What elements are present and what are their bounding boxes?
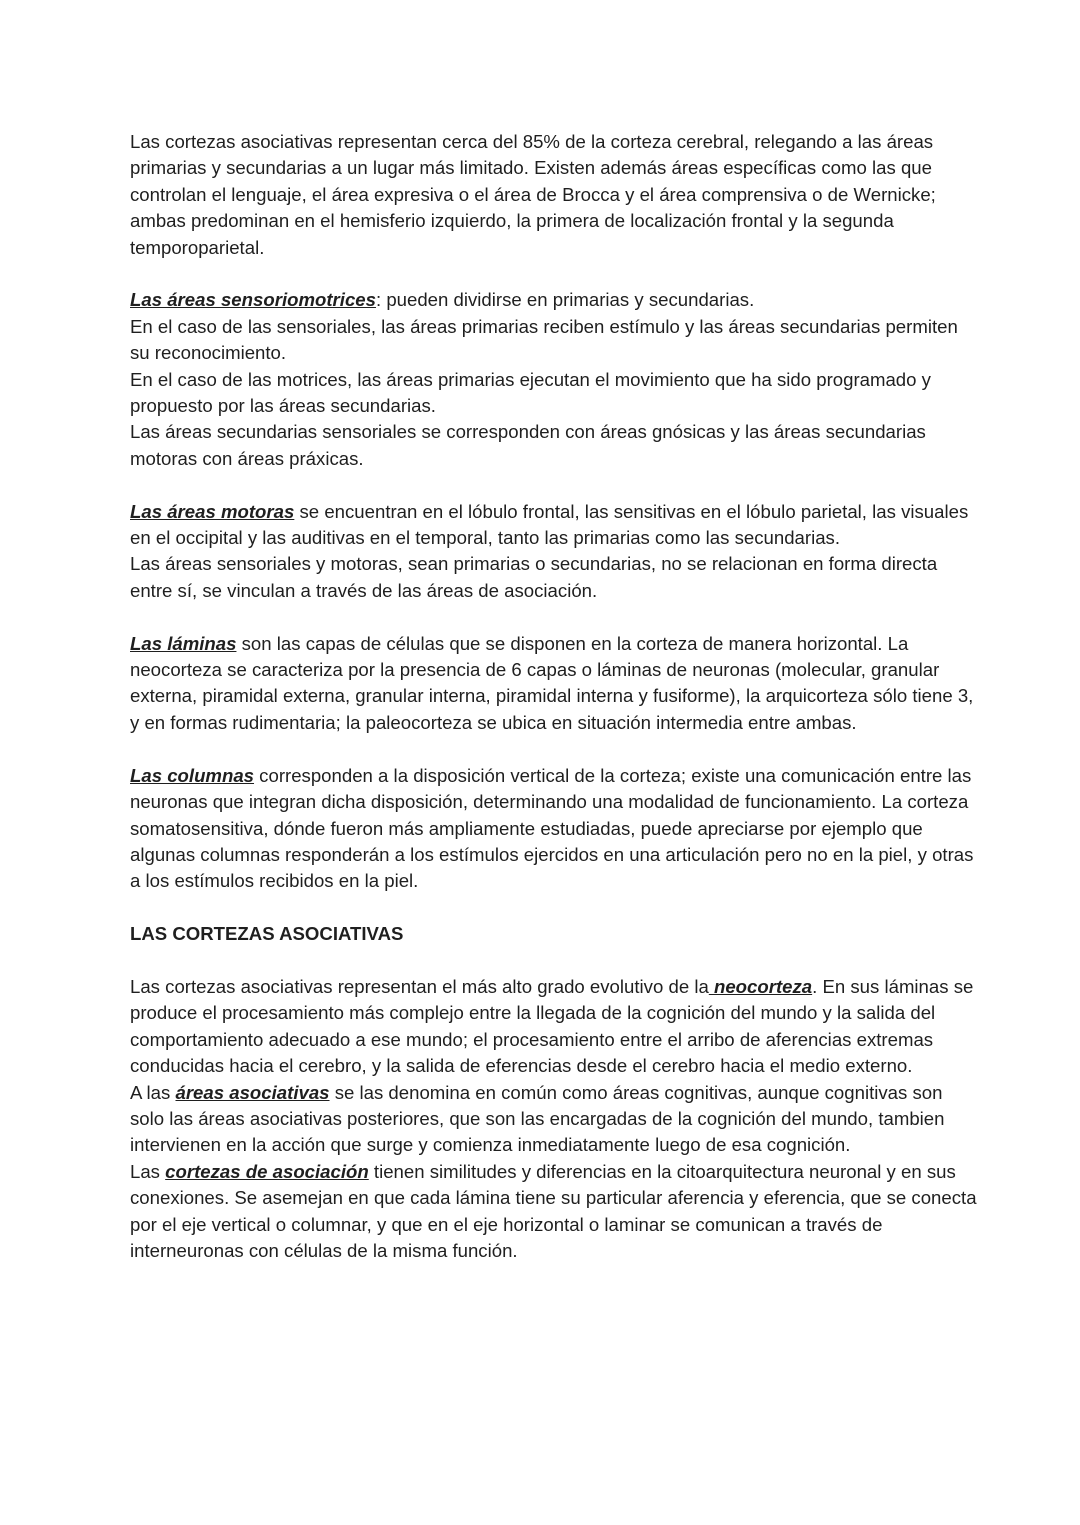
paragraph-columnas <box>130 763 980 895</box>
paragraph-columnas-text: corresponden a la disposición vertical de la corteza; existe una comunicación entre las neuronas que integran dicha disposición, determinando una modalidad de funcionamiento. La corteza somatosensitiva, dónde fueron más ampliamente estudiadas, puede apreciarse por ejemplo que algunas columnas responderán a los estímulos ejercidos en una articulación pero no en la piel, y otras a los estímulos recibidos en la piel. <box>130 764 974 892</box>
paragraph-sensoriomotrices-line1 <box>130 287 980 313</box>
term-columnas: Las columnas <box>130 764 255 786</box>
paragraph-sensoriomotrices <box>130 287 980 472</box>
paragraph-intro-text: Las cortezas asociativas representan cerca del 85% de la corteza cerebral, relegando a las áreas primarias y secundarias a un lugar más limitado. Existen además áreas específicas como las que controlan el lenguaje, el área expresiva o el área de Brocca y el área comprensiva o de Wernicke; ambas predominan en el hemisferio izquierdo, la primera de localización frontal y la segunda temporoparietal. <box>130 131 936 258</box>
paragraph-cortezas-asociativas-text: . En sus láminas se produce el procesamiento más complejo entre la llegada de la cognición del mundo y la salida del comportamiento adecuado a ese mundo; el procesamiento entre el arribo de aferencias extremas conducidas hacia el cerebro, y la salida de eferencias desde el cerebro hacia el medio externo. <box>130 975 974 1077</box>
paragraph-cortezas-asociativas-lead: Las cortezas asociativas representan el más alto grado evolutivo de la <box>130 975 709 997</box>
paragraph-cortezas-asociativas <box>130 974 980 1264</box>
section-heading: LAS CORTEZAS ASOCIATIVAS <box>130 923 404 945</box>
paragraph-secundarias-line: Las áreas secundarias sensoriales se corresponden con áreas gnósicas y las áreas secundarias motoras con áreas práxicas. <box>130 421 926 469</box>
paragraph-areas-motoras-line1 <box>130 499 980 552</box>
paragraph-cortezas-asociativas-line1 <box>130 974 980 1080</box>
paragraph-areas-motoras-line2: Las áreas sensoriales y motoras, sean primarias o secundarias, no se relacionan en forma directa entre sí, se vinculan a través de las áreas de asociación. <box>130 553 938 601</box>
paragraph-areas-motoras <box>130 499 980 605</box>
paragraph-cortezas-asociacion-text: tienen similitudes y diferencias en la citoarquitectura neuronal y en sus conexiones. Se asemejan en que cada lámina tiene su particular aferencia y eferencia, que se conecta por el eje vertical o columnar, y que en el eje horizontal o laminar se comunican a través de interneuronas con células de la misma función. <box>130 1160 977 1261</box>
term-neocorteza: neocorteza <box>708 975 813 997</box>
term-cortezas-de-asociacion: cortezas de asociación <box>165 1160 369 1182</box>
paragraph-sensoriomotrices-text: : pueden dividirse en primarias y secundarias. <box>375 289 755 311</box>
term-laminas: Las láminas <box>130 632 237 654</box>
paragraph-areas-asociativas-lead: A las <box>130 1081 176 1103</box>
paragraph-laminas-text: son las capas de células que se disponen en la corteza de manera horizontal. La neocorteza se caracteriza por la presencia de 6 capas o láminas de neuronas (molecular, granular externa, piramidal externa, granular interna, piramidal interna y fusiforme), la arquicorteza sólo tiene 3, y en formas rudimentaria; la paleocorteza se ubica en situación intermedia entre ambas. <box>130 632 974 733</box>
paragraph-intro <box>130 129 980 261</box>
paragraph-cortezas-asociacion-line <box>130 1159 980 1265</box>
paragraph-motrices-line: En el caso de las motrices, las áreas primarias ejecutan el movimiento que ha sido programado y propuesto por las áreas secundarias. <box>130 368 931 417</box>
paragraph-sensoriales-line: En el caso de las sensoriales, las áreas primarias reciben estímulo y las áreas secundarias permiten su reconocimiento. <box>130 315 958 364</box>
term-areas-asociativas: áreas asociativas <box>175 1081 330 1103</box>
paragraph-laminas <box>130 631 980 737</box>
term-areas-motoras: Las áreas motoras <box>130 500 295 522</box>
paragraph-areas-asociativas-line <box>130 1080 980 1159</box>
paragraph-areas-motoras-text: se encuentran en el lóbulo frontal, las sensitivas en el lóbulo parietal, las visuales en el occipital y las auditivas en el temporal, tanto las primarias como las secundarias. <box>130 500 969 549</box>
term-areas-sensoriomotrices: Las áreas sensoriomotrices <box>130 289 376 311</box>
paragraph-cortezas-asociacion-lead: Las <box>130 1160 166 1182</box>
paragraph-areas-asociativas-text: se las denomina en común como áreas cognitivas, aunque cognitivas son solo las áreas asociativas posteriores, que son las encargadas de la cognición del mundo, tambien intervienen en la acción que surge y comienza inmediatamente luego de esa cognición. <box>130 1081 945 1156</box>
